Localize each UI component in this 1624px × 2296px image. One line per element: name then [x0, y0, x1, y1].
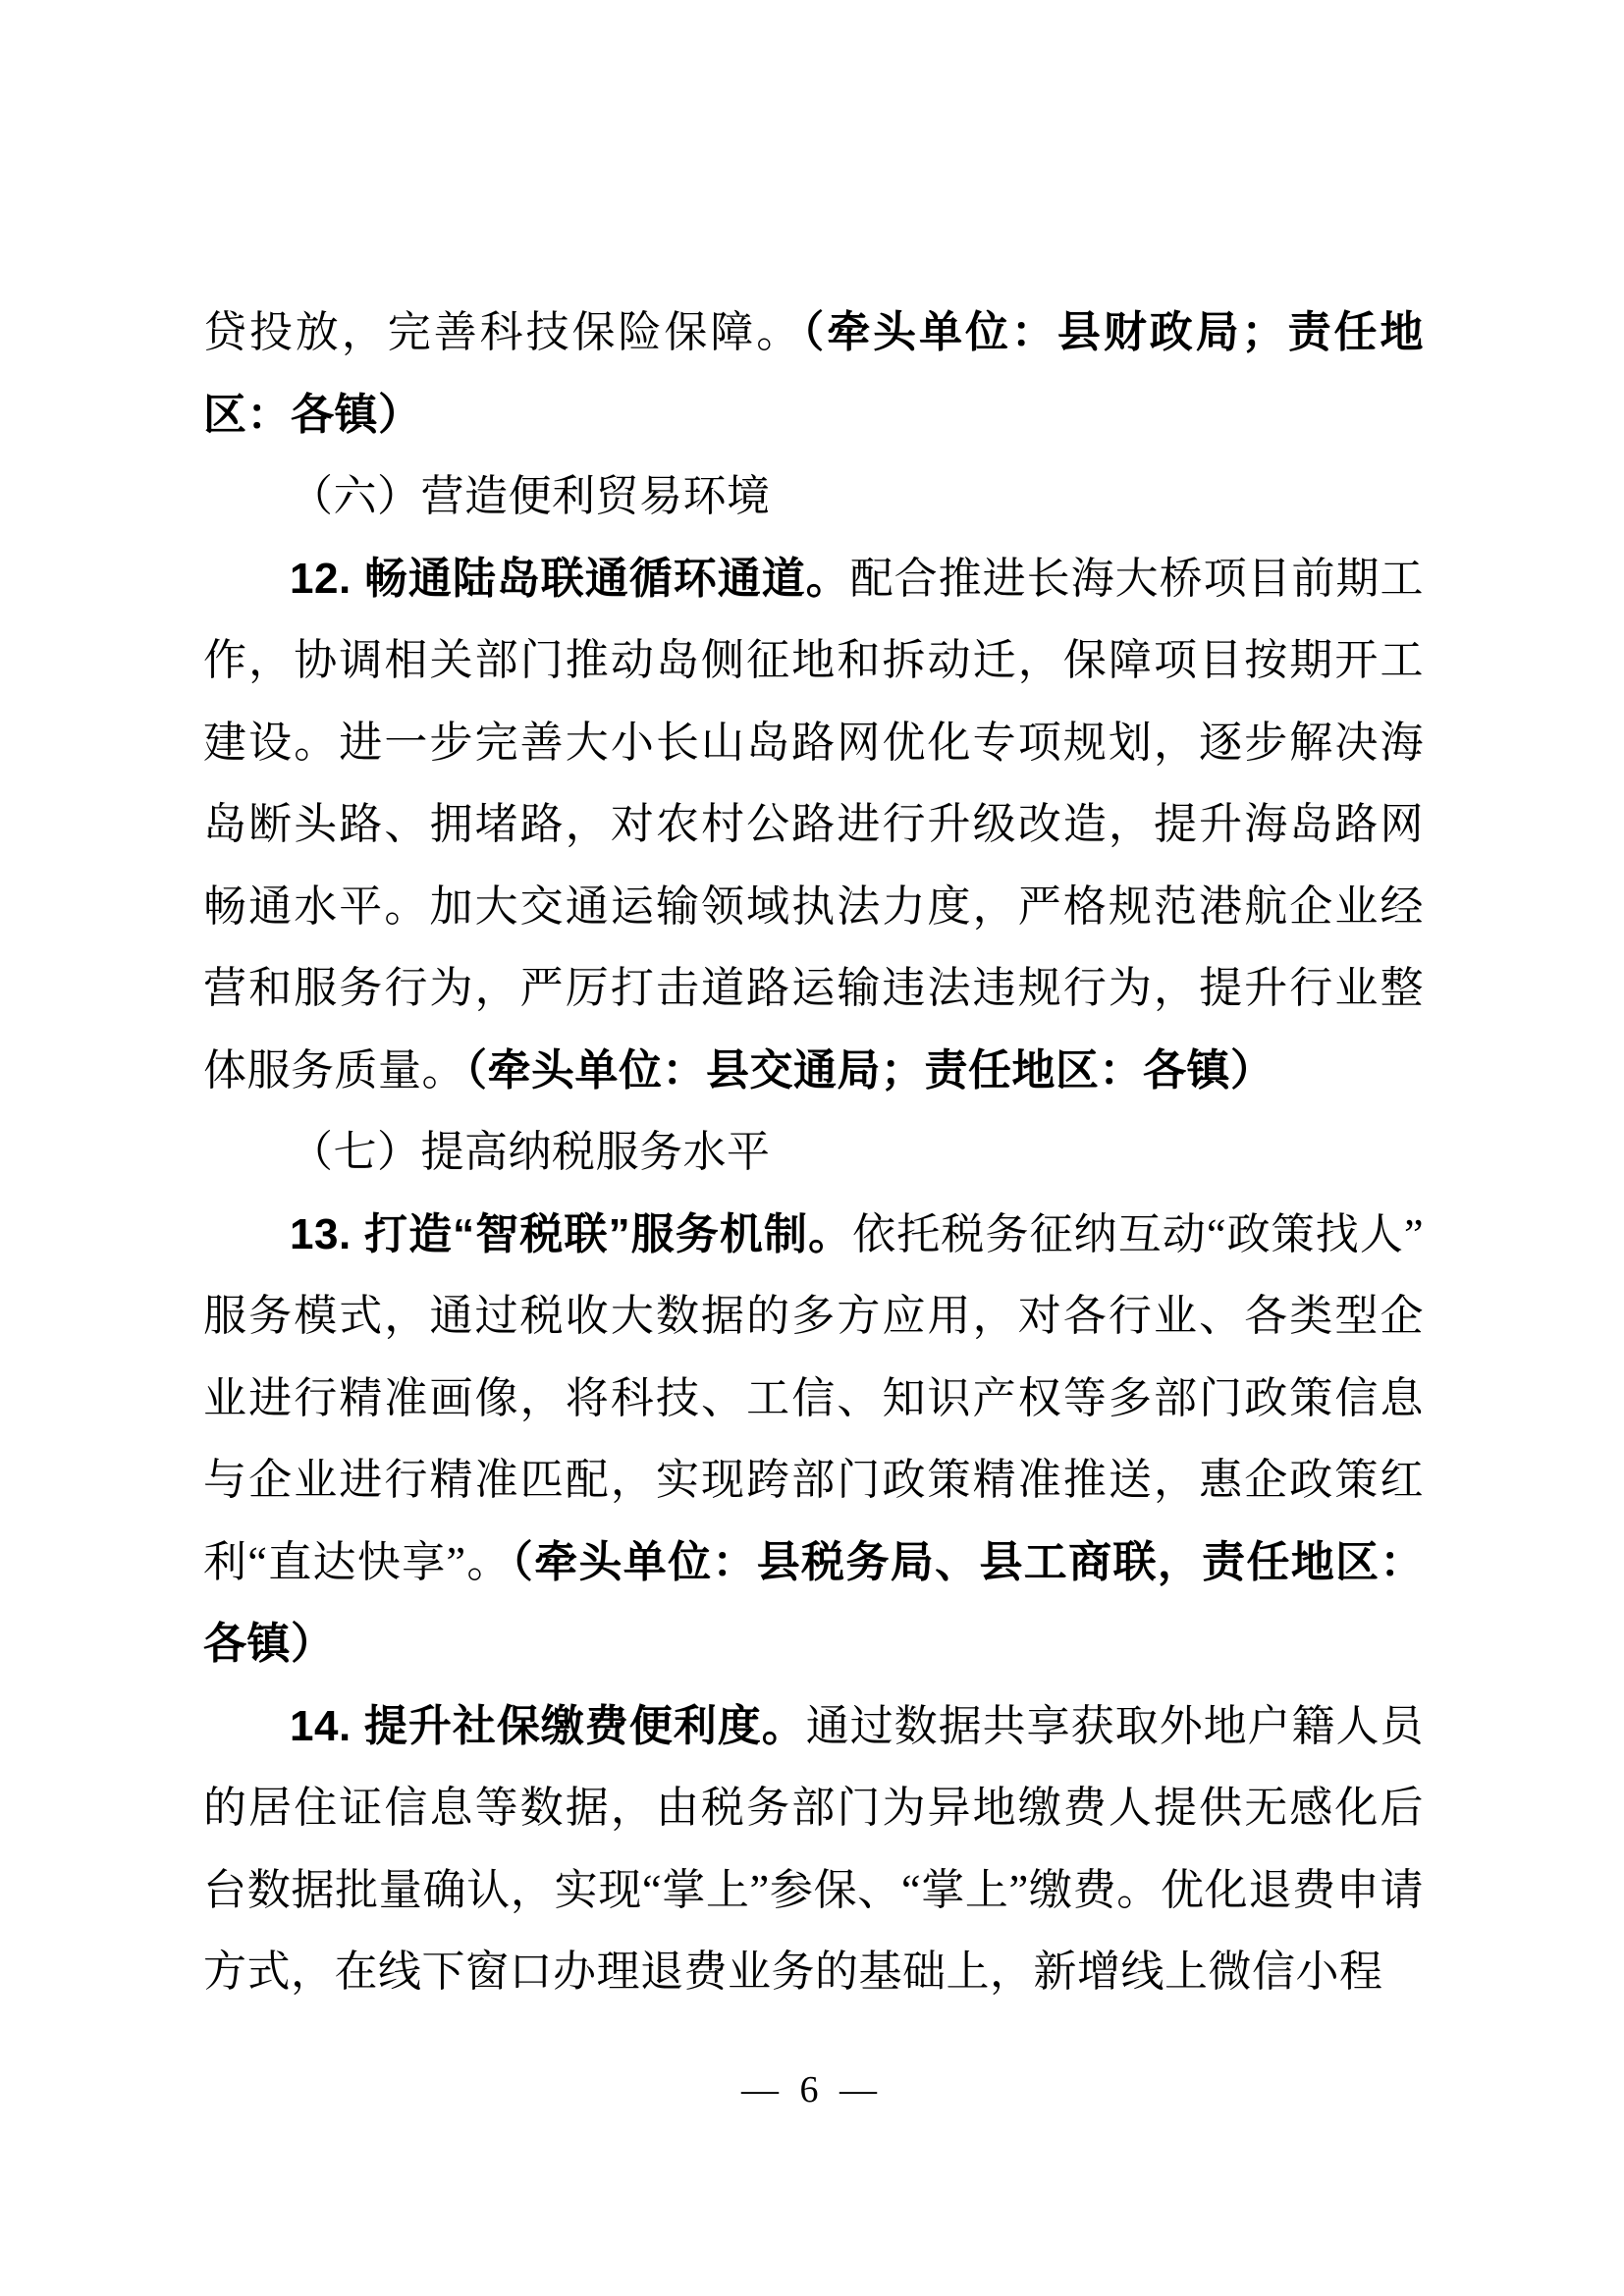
item-13-lead-unit: （牵头单位：县税务局、县工商联，责任地区：各镇） — [203, 1537, 1425, 1668]
heading-section-7 — [203, 1111, 1424, 1194]
heading-section-6-text: （六）营造便利贸易环境 — [290, 472, 771, 520]
item-14-title: 14. 提升社保缴费便利度。 — [290, 1701, 806, 1750]
item-14 — [203, 1685, 1424, 2013]
item-12-lead-unit: （牵头单位：县交通局；责任地区：各镇） — [465, 1045, 1274, 1095]
document-body — [203, 292, 1424, 2013]
page-number: — 6 — — [741, 2069, 883, 2110]
item-14-text: 通过数据共享获取外地户籍人员的居住证信息等数据，由税务部门为异地缴费人提供无感化后台数据批量确认，实现“掌上”参保、“掌上”缴费。优化退费申请方式，在线下窗口办理退费业务的基础上，新增线上微信小程 — [203, 1701, 1425, 1996]
item-12 — [203, 538, 1424, 1112]
para-continuation-lead-unit: （牵头单位：县财政局；责任地区：各镇） — [203, 308, 1424, 439]
item-13-title: 13. 打造“智税联”服务机制。 — [290, 1209, 853, 1258]
heading-section-7-text: （七）提高纳税服务水平 — [290, 1128, 771, 1176]
para-continuation-text: 贷投放，完善科技保险保障。 — [203, 308, 803, 356]
item-12-title: 12. 畅通陆岛联通循环通道。 — [290, 554, 850, 603]
para-continuation — [203, 292, 1424, 455]
item-13-text: 依托税务征纳互动“政策找人”服务模式，通过税收大数据的多方应用，对各行业、各类型企业进行精准画像，将科技、工信、知识产权等多部门政策信息与企业进行精准匹配，实现跨部门政策精准推送，惠企政策红利“直达快享”。 — [203, 1209, 1425, 1586]
item-13 — [203, 1194, 1424, 1685]
item-12-text: 配合推进长海大桥项目前期工作，协调相关部门推动岛侧征地和拆动迁，保障项目按期开工建设。进一步完善大小长山岛路网优化专项规划，逐步解决海岛断头路、拥堵路，对农村公路进行升级改造，提升海岛路网畅通水平。加大交通运输领域执法力度，严格规范港航企业经营和服务行为，严厉打击道路运输违法违规行为，提升行业整体服务质量。 — [203, 554, 1425, 1095]
heading-section-6 — [203, 455, 1424, 538]
